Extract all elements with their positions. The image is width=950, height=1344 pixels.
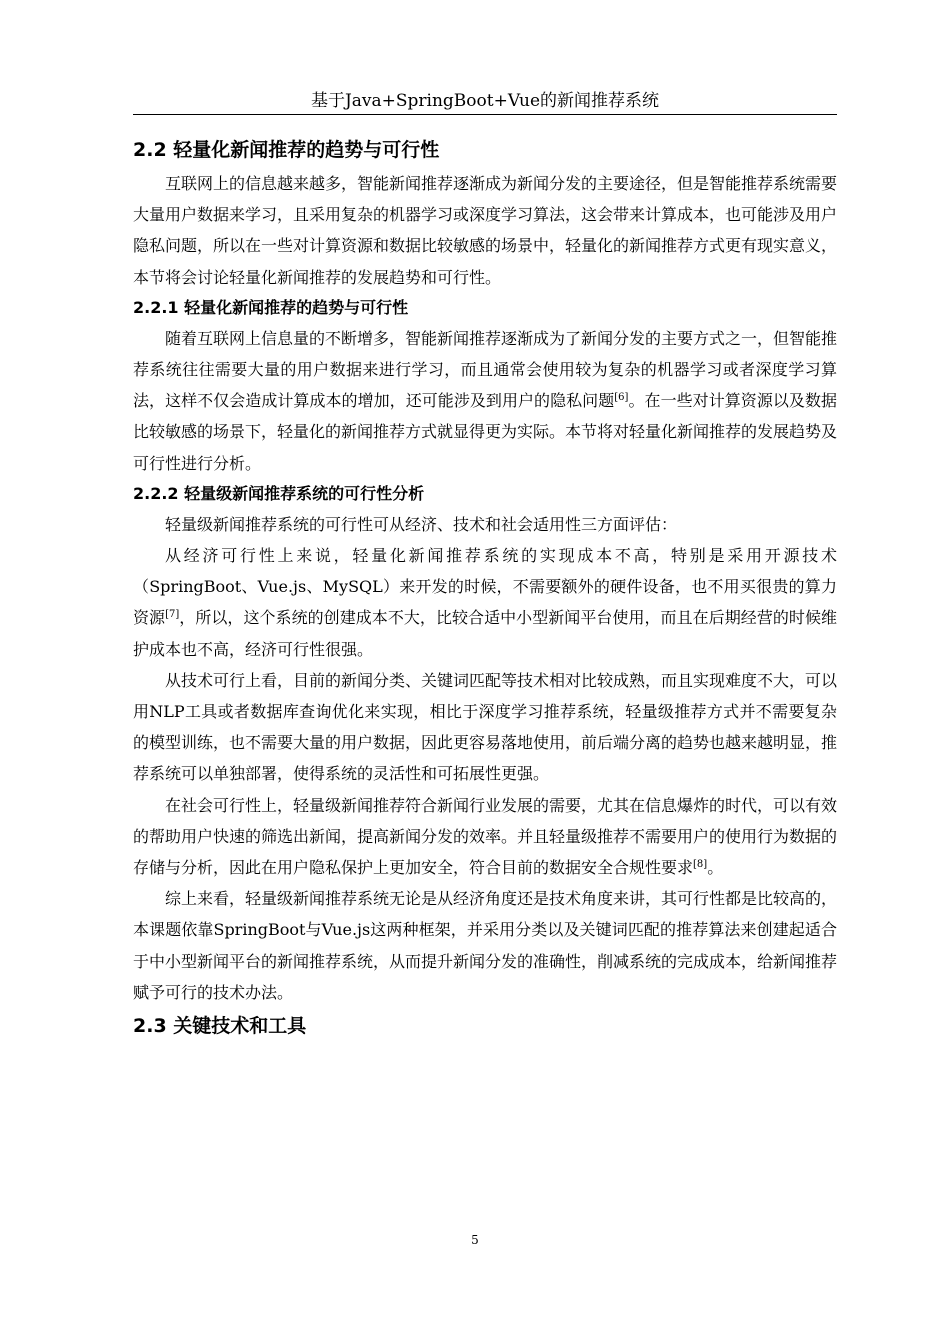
social-feasibility-paragraph [133, 790, 837, 884]
section-2-2-1-paragraph [133, 323, 837, 479]
running-header: 基于Java+SpringBoot+Vue的新闻推荐系统 [310, 91, 660, 111]
paragraph-text: 在社会可行性上，轻量级新闻推荐符合新闻行业发展的需要，尤其在信息爆炸的时代，可以有效的帮助用户快速的筛选出新闻，提高新闻分发的效率。并且轻量级推荐不需要用户的使用行为数据的存储与分析，因此在用户隐私保护上更加安全，符合目前的数据安全合规性要求 [133, 795, 838, 878]
citation: [6] [614, 392, 629, 404]
summary-paragraph: 综上来看，轻量级新闻推荐系统无论是从经济角度还是技术角度来讲，其可行性都是比较高的，本课题依靠SpringBoot与Vue.js这两种框架，并采用分类以及关键词匹配的推荐算法来创建起适合于中小型新闻平台的新闻推荐系统，从而提升新闻分发的准确性，削减系统的完成成本，给新闻推荐赋予可行的技术办法。 [133, 889, 838, 1002]
paragraph-text: 从经济可行性上来说，轻量化新闻推荐系统的实现成本不高，特别是采用开源技术（SpringBoot、Vue.js、MySQL）来开发的时候，不需要额外的硬件设备，也不用买很贵的算力资源 [133, 546, 837, 628]
section-2-3-heading: 2.3 关键技术和工具 [133, 1015, 307, 1038]
section-2-2-2-heading: 2.2.2 轻量级新闻推荐系统的可行性分析 [133, 483, 425, 503]
section-2-2-paragraph: 互联网上的信息越来越多，智能新闻推荐逐渐成为新闻分发的主要途径，但是智能推荐系统需要大量用户数据来学习，且采用复杂的机器学习或深度学习算法，这会带来计算成本，也可能涉及用户隐私问题，所以在一些对计算资源和数据比较敏感的场景中，轻量化的新闻推荐方式更有现实意义，本节将会讨论轻量化新闻推荐的发展趋势和可行性。 [133, 174, 838, 287]
paragraph-text: 。 [707, 858, 724, 878]
technical-feasibility-paragraph: 从技术可行上看，目前的新闻分类、关键词匹配等技术相对比较成熟，而且实现难度不大，可以用NLP工具或者数据库查询优化来实现，相比于深度学习推荐系统，轻量级推荐方式并不需要复杂的模型训练，也不需要大量的用户数据，因此更容易落地使用，前后端分离的趋势也越来越明显，推荐系统可以单独部署，使得系统的灵活性和可拓展性更强。 [133, 670, 838, 784]
paragraph-text: 。在一些对计算资源以及数据比较敏感的场景下，轻量化的新闻推荐方式就显得更为实际。本节将对轻量化新闻推荐的发展趋势及可行性进行分析。 [133, 391, 838, 473]
paragraph-text: ，所以，这个系统的创建成本不大，比较合适中小型新闻平台使用，而且在后期经营的时候维护成本也不高，经济可行性很强。 [133, 608, 837, 659]
citation: [8] [693, 859, 708, 871]
section-2-2-heading: 2.2 轻量化新闻推荐的趋势与可行性 [133, 139, 440, 161]
citation: [7] [165, 609, 180, 621]
page-number: 5 [471, 1233, 479, 1247]
header-rule [133, 114, 837, 115]
economic-feasibility-paragraph [133, 540, 837, 665]
paragraph-text: 随着互联网上信息量的不断增多，智能新闻推荐逐渐成为了新闻分发的主要方式之一，但智能推荐系统往往需要大量的用户数据来进行学习，而且通常会使用较为复杂的机器学习或者深度学习算法，这样不仅会造成计算成本的增加，还可能涉及到用户的隐私问题 [133, 328, 838, 411]
page-content [133, 132, 837, 1044]
feasibility-intro: 轻量级新闻推荐系统的可行性可从经济、技术和社会适用性三方面评估： [165, 514, 678, 534]
section-2-2-1-heading: 2.2.1 轻量化新闻推荐的趋势与可行性 [133, 297, 409, 317]
